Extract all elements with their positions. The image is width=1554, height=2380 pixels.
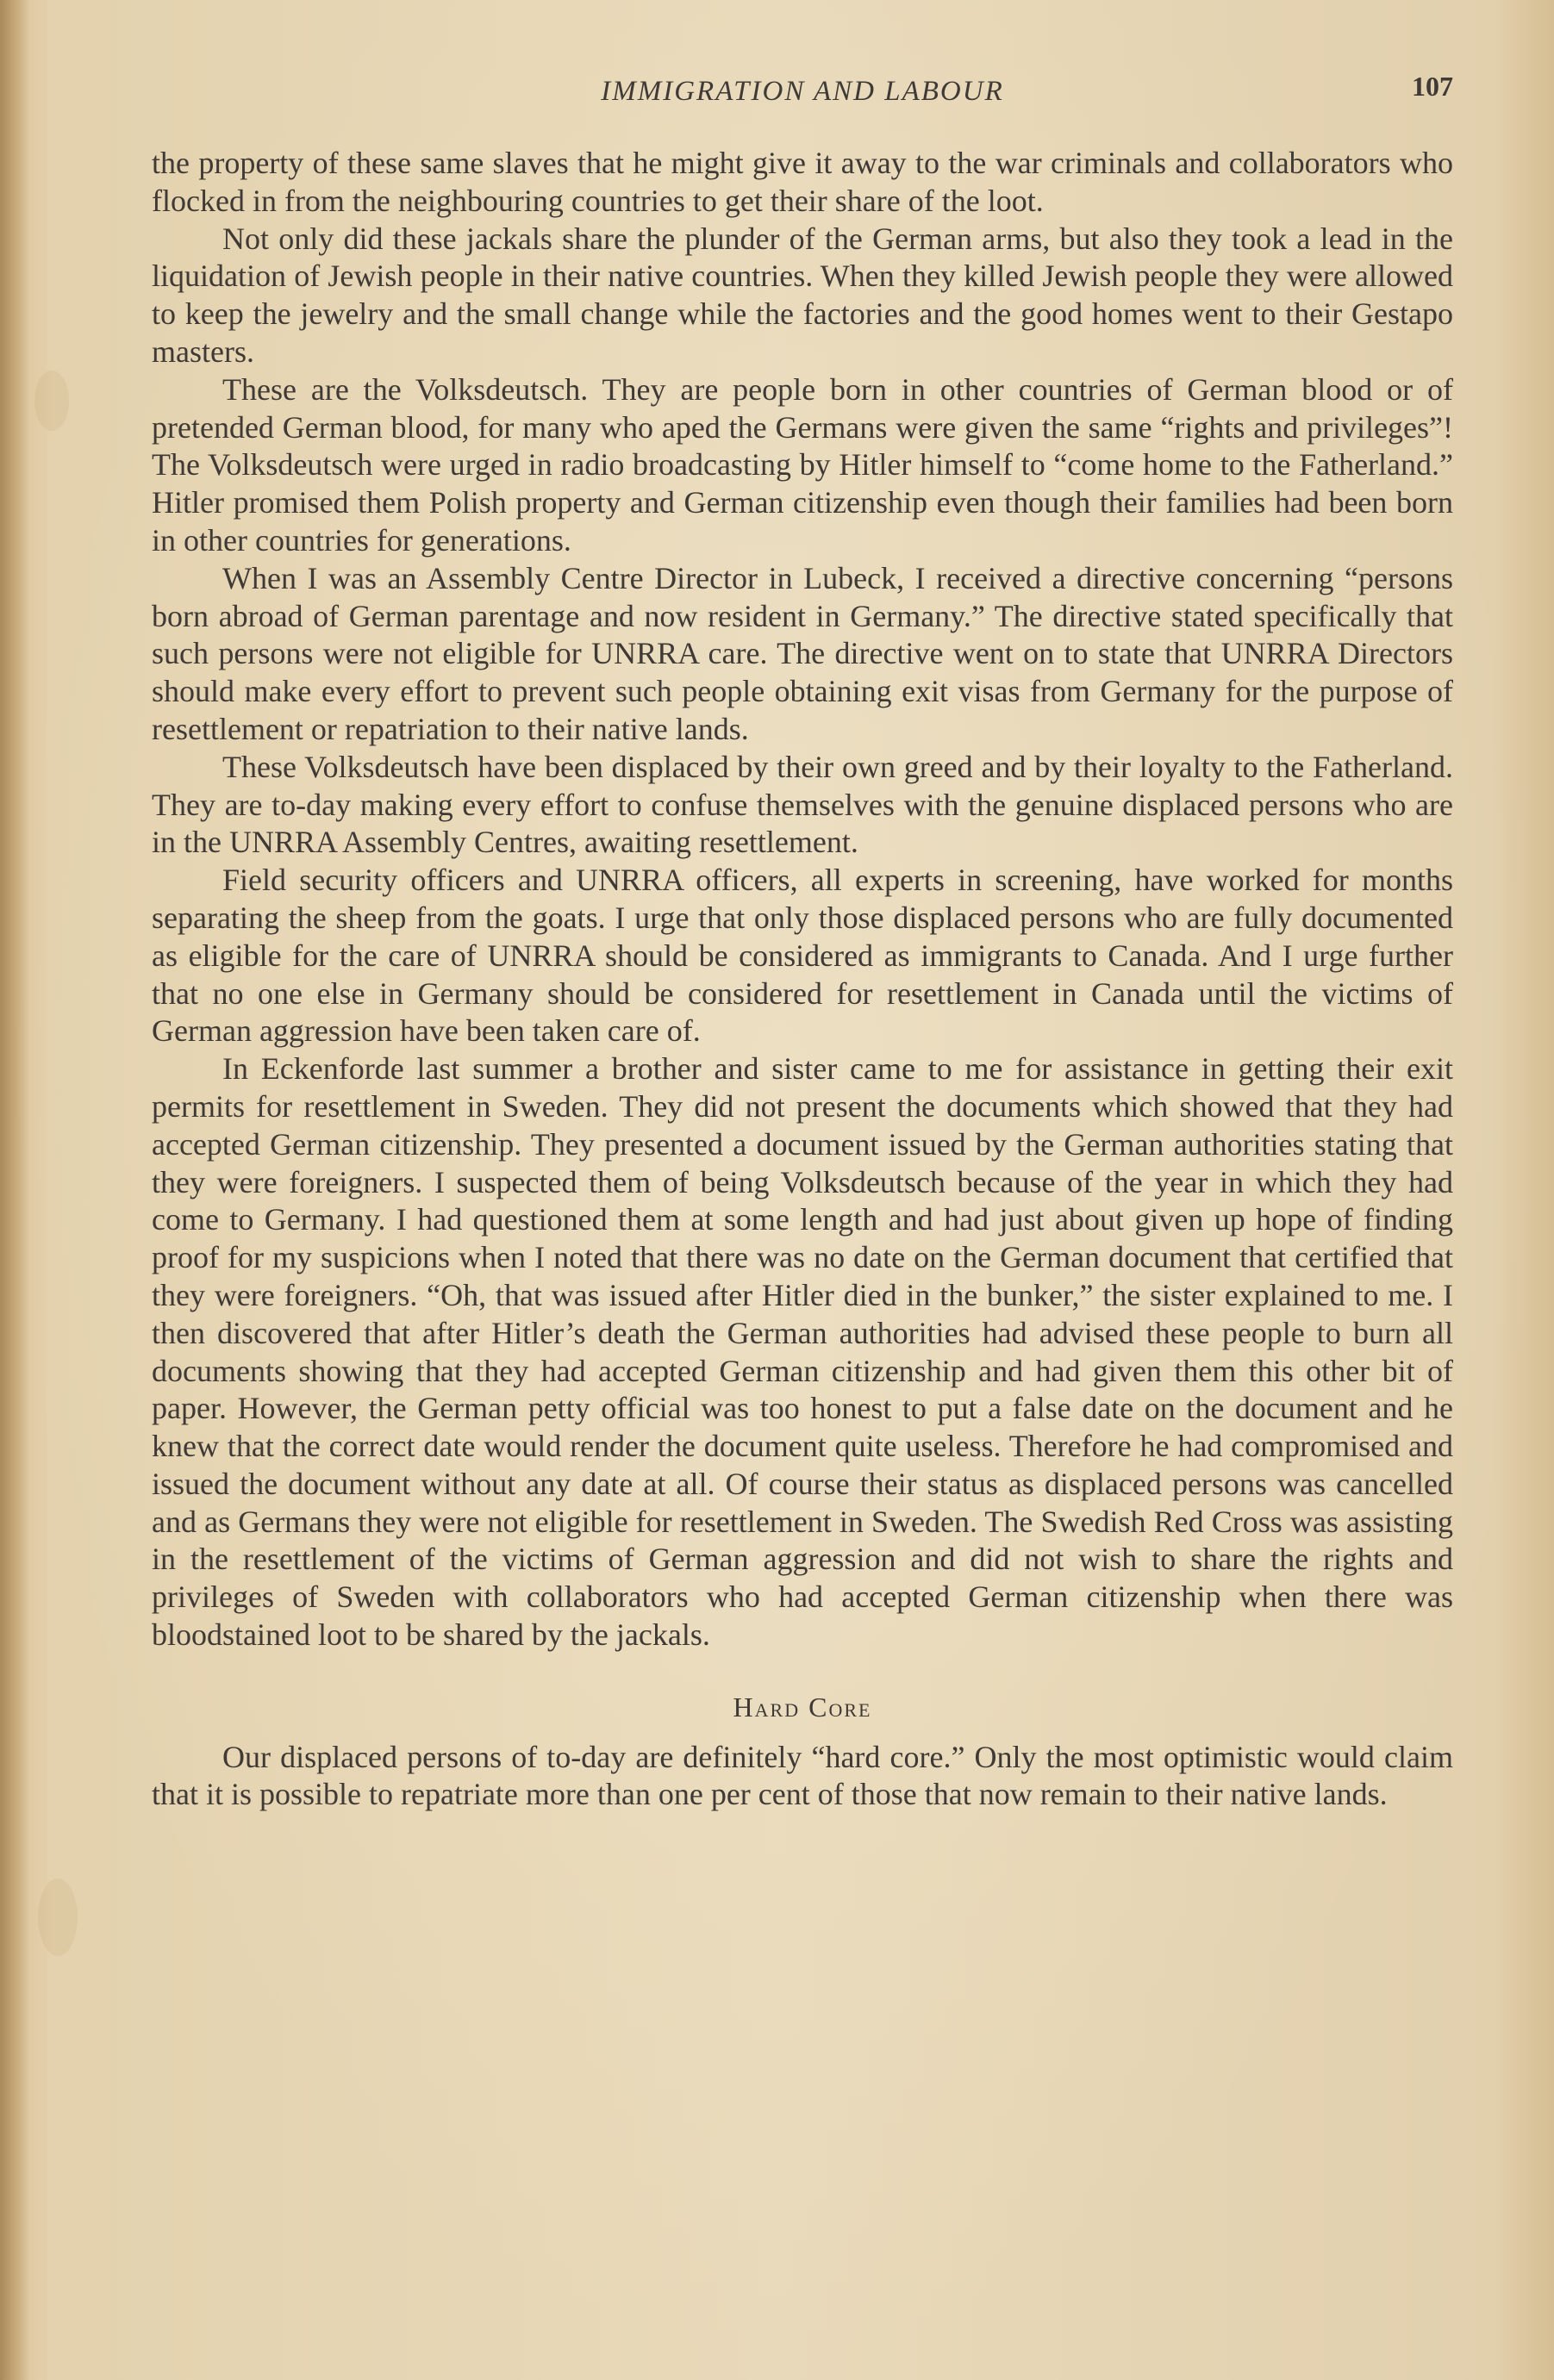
section-heading: Hard Core bbox=[733, 1691, 872, 1723]
running-title: IMMIGRATION AND LABOUR bbox=[601, 76, 1004, 107]
paper-stain bbox=[38, 1878, 78, 1956]
body-text bbox=[152, 145, 1453, 1814]
paragraph-2: Not only did these jackals share the plunder of the German arms, but also they took a lead in the liquidation of Jewish people in their native countries. When they killed Jewish people they were allowed to keep the jewelry and the small change while the factories and the good homes went to their Gestapo masters. bbox=[152, 221, 1453, 369]
running-head bbox=[152, 71, 1453, 122]
paragraph-1: the property of these same slaves that he might give it away to the war criminals and collaborators who flocked in from the neighbouring countries to get their share of the loot. bbox=[152, 146, 1453, 218]
paragraph-7: In Eckenforde last summer a brother and sister came to me for assistance in getting their exit permits for resettlement in Sweden. They did not present the documents which showed that they had accepted German citizenship. They presented a document issued by the German authorities stating that they were foreigners. I suspected them of being Volksdeutsch because of the year in which they had come to Germany. I had questioned them at some length and had just about given up hope of finding proof for my suspicions when I noted that there was no date on the German document that certified that they were foreigners. “Oh, that was issued after Hitler died in the bunker,” the sister explained to me. I then discovered that after Hitler’s death the German authorities had advised these people to burn all documents showing that they had accepted German citizenship and had given them this other bit of paper. However, the German petty official was too honest to put a false date on the document and he knew that the correct date would render the document quite useless. Therefore he had compromised and issued the document without any date at all. Of course their status as displaced persons was cancelled and as Germans they were not eligible for resettlement in Sweden. The Swedish Red Cross was assisting in the resettlement of the victims of German aggression and did not wish to share the rights and privileges of Sweden with collaborators who had accepted German citizenship when there was bloodstained loot to be shared by the jackals. bbox=[152, 1051, 1453, 1653]
section-paragraph: Our displaced persons of to-day are definitely “hard core.” Only the most optimistic would claim that it is possible to repatriate more than one per cent of those that now remain to their native lands. bbox=[152, 1739, 1453, 1812]
paper-stain bbox=[34, 371, 69, 431]
paragraph-5: These Volksdeutsch have been displaced by their own greed and by their loyalty to the Fatherland. They are to-day making every effort to confuse themselves with the genuine displaced persons who are in the UNRRA Assembly Centres, awaiting resettlement. bbox=[152, 749, 1453, 860]
paragraph-6: Field security officers and UNRRA officers, all experts in screening, have worked for months separating the sheep from the goats. I urge that only those displaced persons who are fully documented as eligible for the care of UNRRA should be considered as immigrants to Canada. And I urge further that no one else in Germany should be considered for resettlement in Canada until the victims of German aggression have been taken care of. bbox=[152, 863, 1453, 1049]
paragraph-3: These are the Volksdeutsch. They are people born in other countries of German blood or of pretended German blood, for many who aped the Germans were given the same “rights and privileges”! The Volksdeutsch were urged in radio broadcasting by Hitler himself to “come home to the Fatherland.” Hitler promised them Polish property and German citizenship even though their families had been born in other countries for generations. bbox=[152, 371, 1453, 558]
paragraph-4: When I was an Assembly Centre Director in Lubeck, I received a directive concerning “persons born abroad of German parentage and now resident in Germany.” The directive stated specifically that such persons were not eligible for UNRRA care. The directive went on to state that UNRRA Directors should make every effort to prevent such people obtaining exit visas from Germany for the purpose of resettlement or repatriation to their native lands. bbox=[152, 560, 1453, 746]
binding-gutter bbox=[0, 0, 29, 2380]
page-number: 107 bbox=[1412, 71, 1453, 102]
